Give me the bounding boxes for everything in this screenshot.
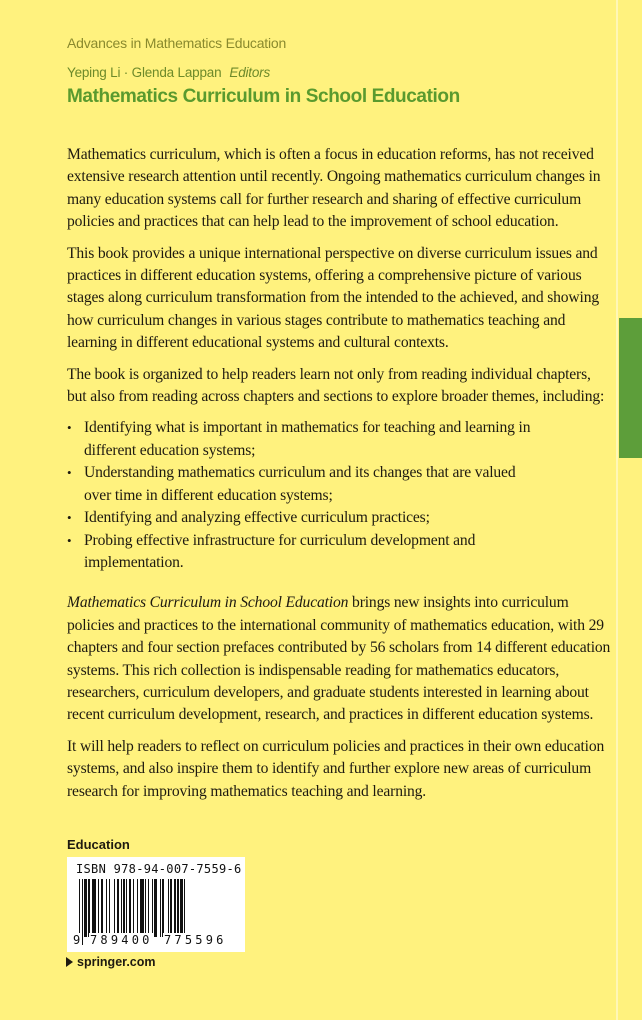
publisher-link[interactable] <box>66 955 156 969</box>
subject-category: Education <box>67 837 130 852</box>
theme-item: • Identifying and analyzing effective curriculum practices; <box>67 507 612 529</box>
blurb-paragraph-5: It will help readers to reflect on curriculum policies and practices in their own education systems, and also inspire them to identify and further explore new areas of curriculum research for improving mathematics teaching and learning. <box>67 737 605 800</box>
theme-item: • Identifying what is important in mathematics for teaching and learning in different education systems; <box>67 417 612 462</box>
triangle-right-icon <box>66 957 73 967</box>
theme-item: • Probing effective infrastructure for curriculum development and implementation. <box>67 530 612 575</box>
blurb-paragraph-2: This book provides a unique international perspective on diverse curriculum issues and practices in different education systems, offering a comprehensive picture of various stages along curriculum transformation from the intended to the achieved, and showing how curriculum changes in various stages contribute to mathematics teaching and learning in different educational systems and cultural contexts. <box>67 244 600 352</box>
series-color-tab <box>619 318 642 458</box>
theme-item: • Understanding mathematics curriculum and its changes that are valued over time in different education systems; <box>67 462 612 507</box>
isbn-barcode <box>67 857 245 952</box>
blurb <box>67 144 612 812</box>
editors-line <box>67 65 270 80</box>
isbn-number: ISBN 978-94-007-7559-6 <box>76 862 242 876</box>
spine-fold-line <box>616 0 618 1020</box>
themes-list <box>67 417 612 574</box>
blurb-paragraph-1: Mathematics curriculum, which is often a focus in education reforms, has not received extensive research attention until recently. Ongoing mathematics curriculum changes in many education systems call for further research and sharing of effective curriculum policies and practices that can help lead to the improvement of school education. <box>67 146 601 231</box>
barcode-digits: 9 789400 775596 <box>73 933 227 947</box>
book-title: Mathematics Curriculum in School Education <box>67 86 460 107</box>
series-name: Advances in Mathematics Education <box>67 35 287 51</box>
book-title-italic: Mathematics Curriculum in School Education <box>67 594 349 612</box>
blurb-paragraph-3: The book is organized to help readers learn not only from reading individual chapters, but also from reading across chapters and sections to explore broader themes, including: <box>67 365 605 406</box>
publisher-link-label: springer.com <box>77 955 156 969</box>
editor-names: Yeping Li · Glenda Lappan <box>67 65 222 80</box>
editors-role: Editors <box>229 65 271 80</box>
blurb-paragraph-4: Mathematics Curriculum in School Education brings new insights into curriculum policies and practices to the international community of mathematics education, with 29 chapters and four section prefaces contributed by 56 scholars from 14 different education systems. This rich collection is indispensable reading for mathematics educators, researchers, curriculum developers, and graduate students interested in learning about recent curriculum development, research, and practices in different education systems. <box>67 594 611 724</box>
